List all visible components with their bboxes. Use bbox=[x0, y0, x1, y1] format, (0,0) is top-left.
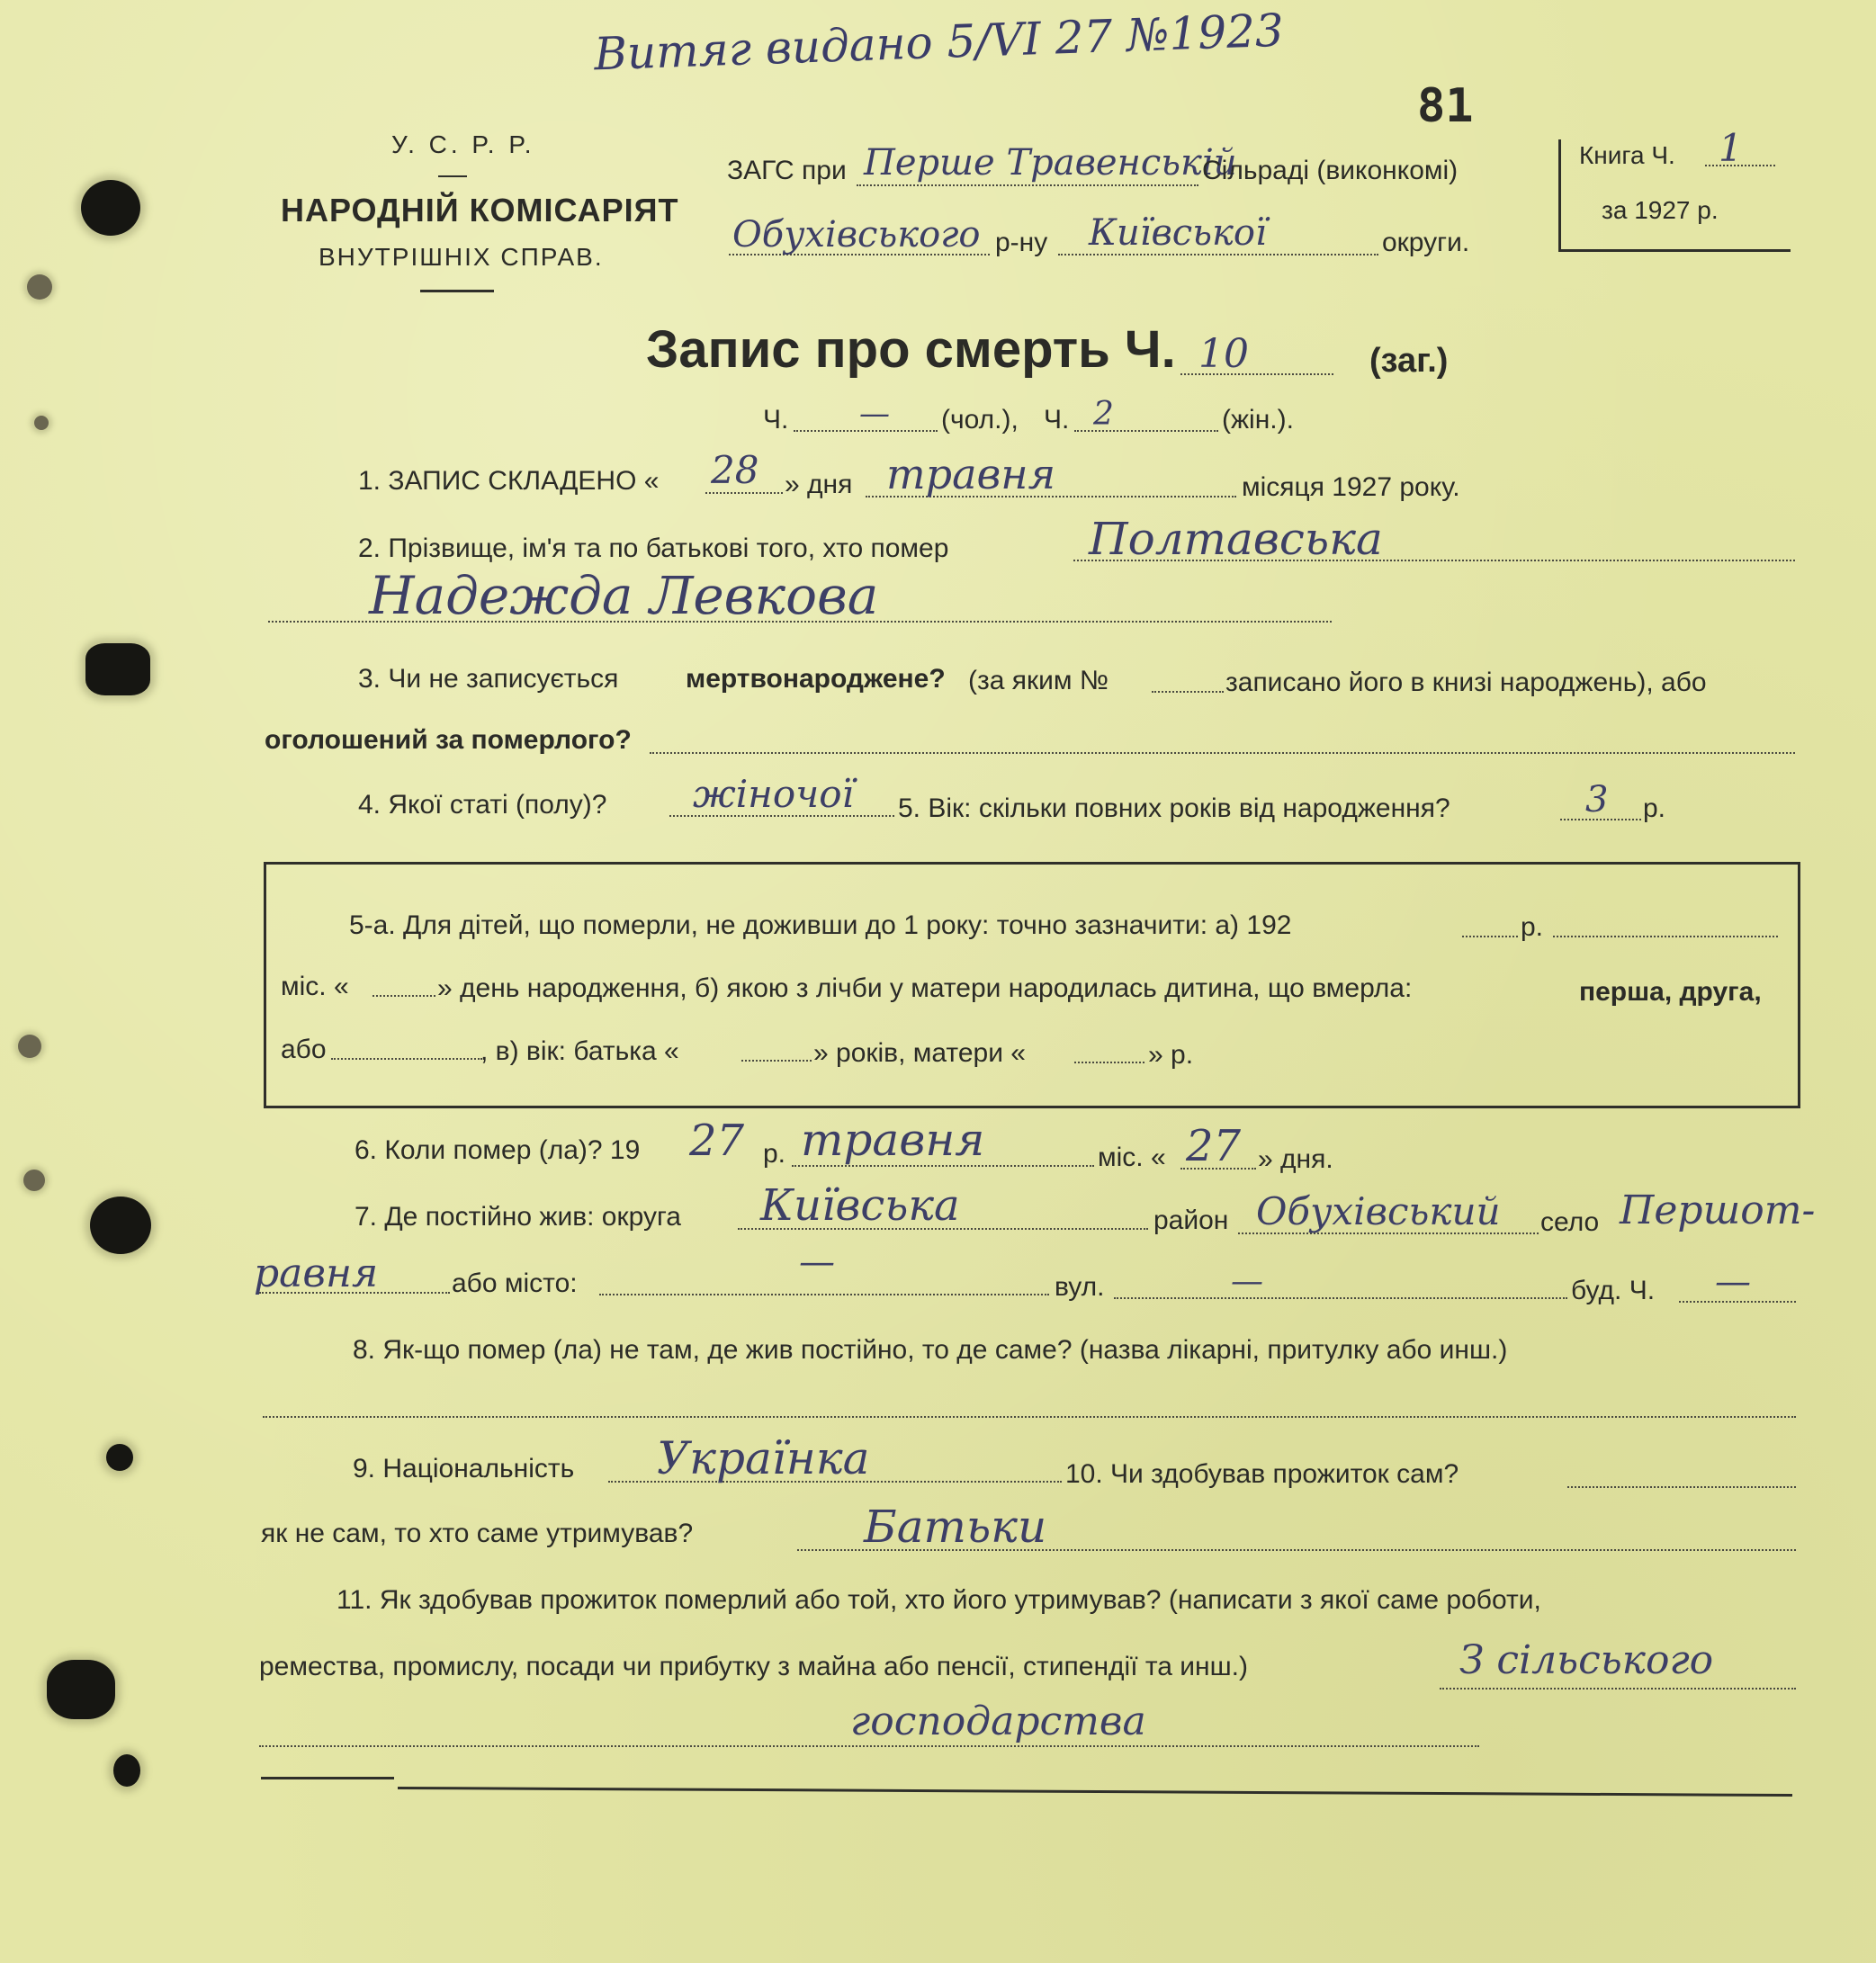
divider bbox=[420, 290, 494, 292]
okruha-label: округи. bbox=[1382, 228, 1470, 257]
item11-line2: ремества, промислу, посади чи прибутку з майна або пенсії, стипендії та инш.) bbox=[259, 1652, 1248, 1681]
item5a-line2-b: » день народження, б) якою з лічби у матери народилась дитина, що вмерла: bbox=[437, 973, 1413, 1003]
record-number-value[interactable]: 10 bbox=[1198, 331, 1249, 377]
item5a-line1: 5-а. Для дітей, що померли, не доживши до 1 року: точно зазначити: а) 192 bbox=[349, 910, 1292, 940]
male-label: (чол.), bbox=[941, 405, 1019, 435]
item7-vul-line bbox=[1114, 1297, 1567, 1299]
item7-selo-value-b[interactable]: равня bbox=[254, 1250, 379, 1296]
item7-label-b: район bbox=[1153, 1206, 1229, 1235]
item2-surname-value[interactable]: Полтавська bbox=[1089, 513, 1383, 565]
item5a-mother-age-line bbox=[1074, 1062, 1144, 1063]
punch-hole bbox=[90, 1197, 151, 1254]
item11-income-line bbox=[1440, 1688, 1796, 1690]
item7-label-f: буд. Ч. bbox=[1571, 1276, 1656, 1305]
item3-number-line bbox=[1152, 691, 1224, 693]
item1-label-b: » дня bbox=[785, 470, 853, 499]
book-number-value[interactable]: 1 bbox=[1719, 126, 1743, 170]
item5a-line2-a: міс. « bbox=[281, 972, 349, 1001]
punch-hole bbox=[106, 1444, 133, 1471]
punch-hole bbox=[85, 643, 150, 695]
item11-line1: 11. Як здобував прожиток померлий або той, хто його утримував? (написати з якої саме роботи, bbox=[337, 1585, 1541, 1615]
item5a-month-line bbox=[1553, 936, 1778, 937]
item6-year-value[interactable]: 27 bbox=[689, 1116, 745, 1166]
item5a-line1-end: р. bbox=[1521, 912, 1544, 942]
item1-month-value[interactable]: травня bbox=[886, 450, 1056, 498]
bottom-rule bbox=[398, 1787, 1792, 1797]
record-title: Запис про смерть Ч. bbox=[646, 320, 1176, 379]
item5a-father-age-line bbox=[741, 1060, 812, 1062]
item5-unit: р. bbox=[1643, 793, 1666, 823]
item6-day-value[interactable]: 27 bbox=[1186, 1121, 1242, 1171]
item10-label-b: як не сам, то хто саме утримував? bbox=[261, 1519, 694, 1548]
zags-prefix: ЗАГС при bbox=[727, 156, 847, 185]
item6-month-value[interactable]: травня bbox=[801, 1114, 985, 1166]
page-number: 81 bbox=[1417, 79, 1474, 133]
female-count-value[interactable]: 2 bbox=[1093, 396, 1114, 433]
item7-misto-line bbox=[599, 1294, 1049, 1295]
commissariat-dept: ВНУТРІШНІХ СПРАВ. bbox=[319, 243, 604, 271]
item10-label: 10. Чи здобував прожиток сам? bbox=[1065, 1459, 1459, 1489]
divider bbox=[438, 175, 467, 177]
item5a-line3-d: » р. bbox=[1148, 1040, 1194, 1070]
item7-label-d: або місто: bbox=[452, 1268, 578, 1298]
item5a-line3-a: або bbox=[281, 1035, 327, 1064]
item8-label: 8. Як-що помер (ла) не там, де жив постійно, то де саме? (назва лікарні, притулку або инш.) bbox=[353, 1335, 1508, 1365]
book-box-border bbox=[1558, 139, 1561, 249]
punch-hole bbox=[47, 1660, 115, 1719]
item7-label-a: 7. Де постійно жив: округа bbox=[355, 1202, 681, 1232]
item6-label-b: р. bbox=[763, 1139, 786, 1169]
item11-income-value-b[interactable]: господарства bbox=[850, 1699, 1146, 1744]
item5-label: 5. Вік: скільки повних років від народження? bbox=[898, 793, 1450, 823]
rayon-label: р-ну bbox=[995, 228, 1048, 257]
item7-misto-value[interactable]: — bbox=[799, 1241, 835, 1283]
item7-label-c: село bbox=[1540, 1207, 1600, 1237]
punch-hole bbox=[81, 180, 140, 236]
book-label: Книга Ч. bbox=[1579, 141, 1675, 169]
item7-okruha-value[interactable]: Київська bbox=[760, 1180, 960, 1231]
item7-bud-value[interactable]: — bbox=[1715, 1261, 1751, 1303]
item4-label: 4. Якої статі (полу)? bbox=[358, 790, 607, 820]
rayon-value[interactable]: Обухівського bbox=[732, 214, 981, 255]
item7-label-e: вул. bbox=[1055, 1272, 1105, 1302]
item7-selo-line bbox=[259, 1292, 450, 1294]
male-count-value[interactable]: — bbox=[859, 396, 890, 432]
commissariat-name: НАРОДНІЙ КОМІСАРІЯТ bbox=[281, 192, 679, 229]
item5a-line3-c: » років, матери « bbox=[813, 1038, 1026, 1068]
zags-village-value[interactable]: Перше Травенській bbox=[864, 142, 1237, 184]
item1-day-value[interactable]: 28 bbox=[711, 448, 759, 492]
record-zag-label: (заг.) bbox=[1369, 342, 1449, 380]
item1-label-a: 1. ЗАПИС СКЛАДЕНО « bbox=[358, 466, 660, 496]
female-ch-label: Ч. bbox=[1044, 405, 1070, 435]
item1-label-c: місяця 1927 року. bbox=[1242, 472, 1460, 502]
item5a-line3-b: , в) вік: батька « bbox=[480, 1036, 679, 1066]
item7-rayon-value[interactable]: Обухівський bbox=[1256, 1189, 1501, 1233]
female-label: (жін.). bbox=[1222, 405, 1294, 435]
item5a-day-line bbox=[373, 995, 435, 997]
item5-age-value[interactable]: 3 bbox=[1585, 779, 1609, 820]
item1-day-line bbox=[705, 492, 783, 494]
item11-income-line-2 bbox=[259, 1745, 1479, 1747]
punch-hole bbox=[27, 274, 52, 300]
item9-label: 9. Національність bbox=[353, 1454, 575, 1483]
punch-hole bbox=[113, 1754, 140, 1787]
punch-hole bbox=[34, 416, 49, 430]
book-box-border bbox=[1558, 249, 1791, 252]
item11-income-value-a[interactable]: З сільського bbox=[1459, 1637, 1714, 1683]
item3-label-d: записано його в книзі народжень), або bbox=[1225, 668, 1707, 697]
item7-vul-value[interactable]: — bbox=[1231, 1263, 1263, 1300]
item10-self-line bbox=[1567, 1486, 1796, 1488]
item4-sex-value[interactable]: жіночої bbox=[693, 772, 854, 816]
item10-supporter-value[interactable]: Батьки bbox=[864, 1501, 1047, 1553]
zags-village-line bbox=[857, 184, 1198, 186]
issued-extract-note: Витяг видано 5/VI 27 №1923 bbox=[593, 4, 1285, 81]
item3-label-a: 3. Чи не записується bbox=[358, 664, 619, 694]
item3-label-b: мертвонароджене? bbox=[686, 664, 946, 694]
item9-nationality-value[interactable]: Українка bbox=[657, 1432, 870, 1484]
punch-hole bbox=[18, 1035, 41, 1058]
male-ch-label: Ч. bbox=[763, 405, 789, 435]
republic-label: У. С. Р. Р. bbox=[391, 130, 535, 158]
item8-place-line bbox=[263, 1416, 1796, 1418]
item5a-order-line bbox=[331, 1058, 482, 1060]
item6-label-d: » дня. bbox=[1258, 1144, 1333, 1174]
punch-hole bbox=[23, 1170, 45, 1191]
item6-label-a: 6. Коли помер (ла)? 19 bbox=[355, 1135, 641, 1165]
okruha-line bbox=[1058, 254, 1378, 255]
item6-label-c: міс. « bbox=[1098, 1143, 1166, 1172]
okruha-value[interactable]: Київської bbox=[1089, 212, 1267, 254]
item5a-line2-c: перша, друга, bbox=[1579, 977, 1762, 1007]
item2-label: 2. Прізвище, ім'я та по батькові того, хто помер bbox=[358, 533, 949, 563]
item5a-year-line bbox=[1462, 936, 1518, 937]
bottom-rule bbox=[261, 1777, 394, 1779]
book-year: за 1927 р. bbox=[1602, 196, 1719, 224]
item3-label-c: (за яким № bbox=[968, 666, 1109, 695]
item7-selo-value-a[interactable]: Першот- bbox=[1620, 1188, 1816, 1233]
item3-declared-line bbox=[650, 752, 1795, 754]
item3-label-e: оголошений за померлого? bbox=[265, 725, 632, 755]
zags-suffix: Сільраді (виконкомі) bbox=[1202, 156, 1459, 185]
item2-name-value[interactable]: Надежда Левкова bbox=[369, 565, 879, 626]
